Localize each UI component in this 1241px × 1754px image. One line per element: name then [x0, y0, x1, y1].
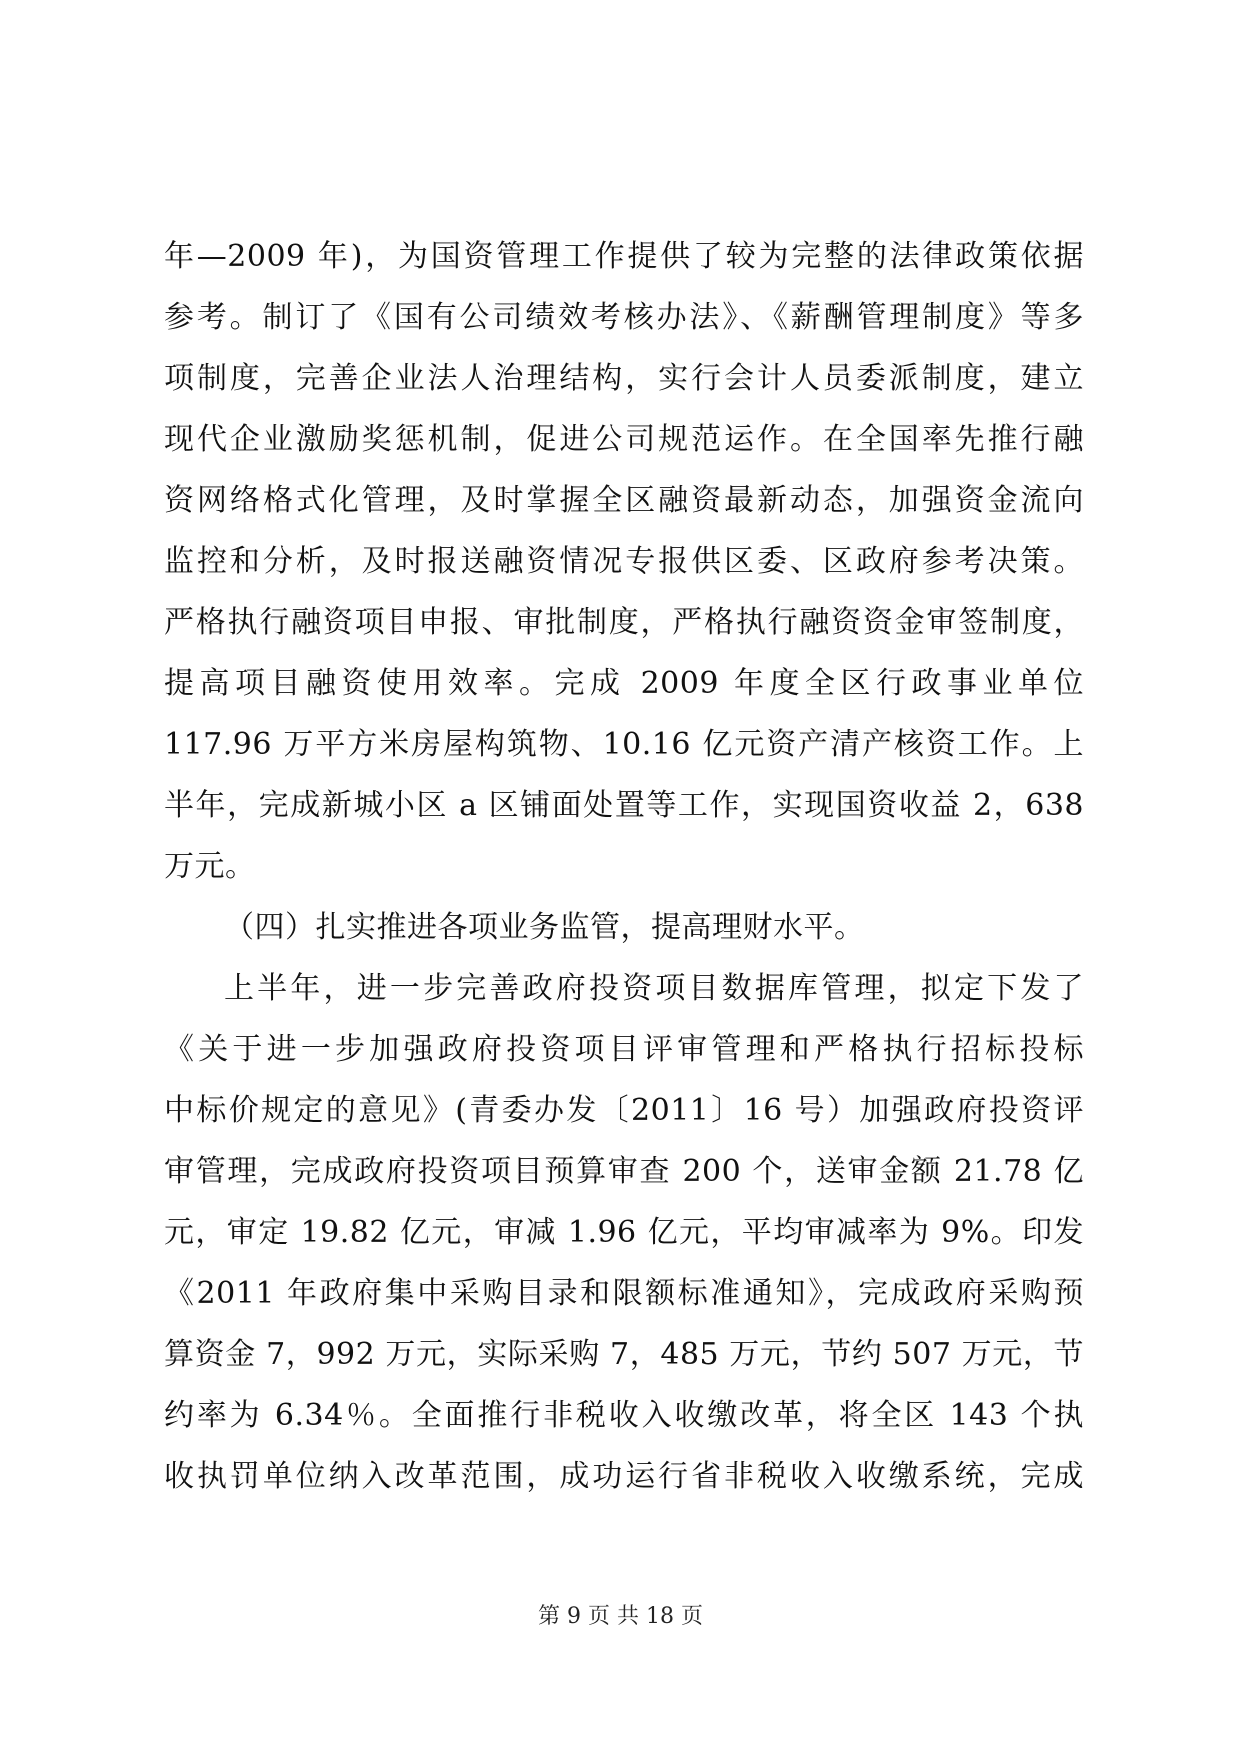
- text-line: 年—2009 年)，为国资管理工作提供了较为完整的法律政策依据: [164, 239, 1084, 274]
- text-line: 项制度，完善企业法人治理结构，实行会计人员委派制度，建立: [164, 361, 1084, 396]
- text-line: 算资金 7，992 万元，实际采购 7，485 万元，节约 507 万元，节: [164, 1337, 1084, 1372]
- text-line: 约率为 6.34％。全面推行非税收入收缴改革，将全区 143 个执: [164, 1398, 1084, 1433]
- document-body: [164, 226, 1084, 1507]
- text-line: 参考。制订了《国有公司绩效考核办法》、《薪酬管理制度》等多: [164, 300, 1084, 335]
- text-line: 万元。: [164, 849, 256, 884]
- paragraph-first-line: 上半年，进一步完善政府投资项目数据库管理，拟定下发了: [224, 971, 1084, 1006]
- text-line: 现代企业激励奖惩机制，促进公司规范运作。在全国率先推行融: [164, 422, 1084, 457]
- page-number-footer: 第 9 页 共 18 页: [538, 1604, 703, 1629]
- text-line: 严格执行融资项目申报、审批制度，严格执行融资资金审签制度，: [164, 605, 1084, 640]
- text-line: 117.96 万平方米房屋构筑物、10.16 亿元资产清产核资工作。上: [164, 727, 1084, 762]
- section-heading: （四）扎实推进各项业务监管，提高理财水平。: [224, 910, 865, 945]
- text-line: 《关于进一步加强政府投资项目评审管理和严格执行招标投标: [164, 1032, 1084, 1067]
- text-line: 监控和分析，及时报送融资情况专报供区委、区政府参考决策。: [164, 544, 1084, 579]
- text-line: 元，审定 19.82 亿元，审减 1.96 亿元，平均审减率为 9%。印发: [164, 1215, 1084, 1250]
- text-line: 审管理，完成政府投资项目预算审查 200 个，送审金额 21.78 亿: [164, 1154, 1084, 1189]
- text-line: 收执罚单位纳入改革范围，成功运行省非税收入收缴系统，完成: [164, 1459, 1084, 1494]
- text-line: 提高项目融资使用效率。完成 2009 年度全区行政事业单位: [164, 666, 1084, 701]
- text-line: 半年，完成新城小区 a 区铺面处置等工作，实现国资收益 2，638: [164, 788, 1084, 823]
- text-line: 资网络格式化管理，及时掌握全区融资最新动态，加强资金流向: [164, 483, 1084, 518]
- text-line: 《2011 年政府集中采购目录和限额标准通知》，完成政府采购预: [164, 1276, 1084, 1311]
- text-line: 中标价规定的意见》(青委办发〔2011〕16 号）加强政府投资评: [164, 1093, 1084, 1128]
